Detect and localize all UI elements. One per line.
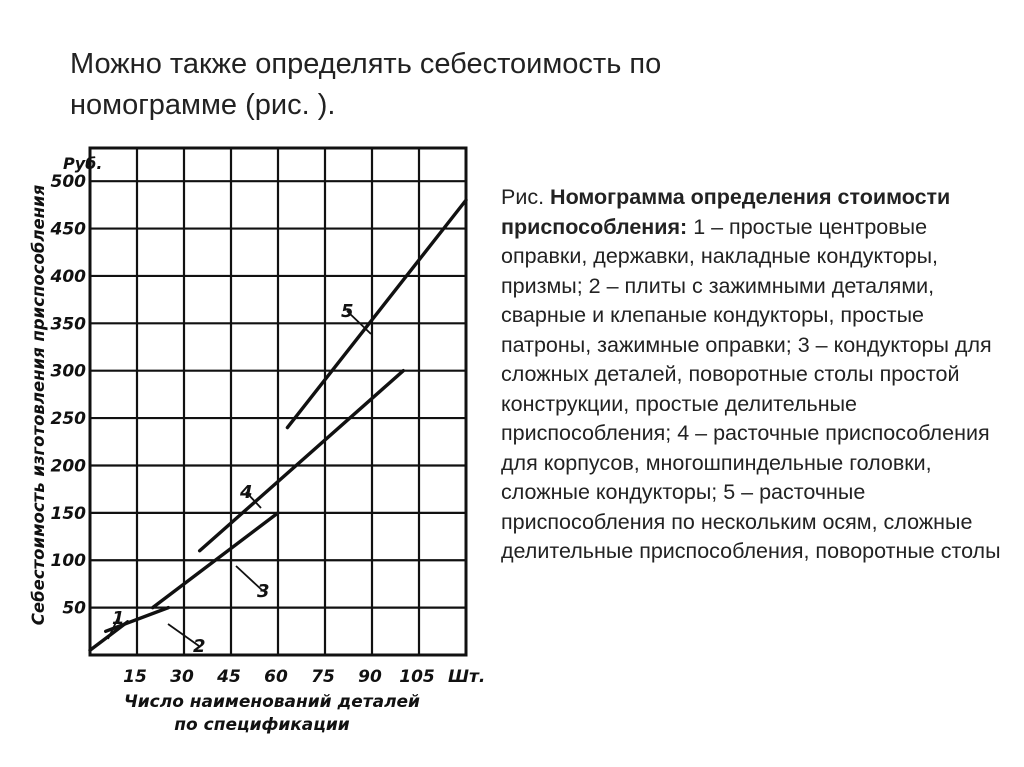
x-tick-label: 30 — [170, 667, 194, 687]
slide-title-line-1: Можно также определять себестоимость по — [70, 48, 662, 80]
series-label-5: 5 — [341, 301, 354, 322]
series-label-2: 2 — [193, 636, 206, 657]
chart-ticks — [50, 172, 435, 687]
x-unit-label: Шт. — [448, 667, 486, 687]
x-axis-label-line-1: Число наименований деталей — [124, 692, 420, 712]
slide-title-line-2: номограмме (рис. ). — [70, 89, 336, 121]
y-tick-label: 350 — [50, 314, 86, 335]
y-unit-label: Руб. — [63, 154, 103, 173]
x-tick-label: 105 — [399, 667, 435, 687]
y-tick-label: 400 — [50, 266, 86, 287]
x-tick-label: 90 — [358, 667, 382, 687]
y-tick-label: 200 — [50, 456, 86, 477]
x-axis-label-line-2: по спецификации — [174, 715, 350, 735]
y-tick-label: 50 — [62, 598, 86, 619]
caption-heading: Номограмма определения стоимости приспособления: — [501, 185, 951, 239]
series-label-4: 4 — [240, 482, 253, 503]
y-tick-label: 300 — [50, 361, 86, 382]
x-tick-label: 75 — [311, 667, 335, 687]
series-label-1: 1 — [112, 608, 125, 629]
y-tick-label: 450 — [50, 219, 86, 240]
y-axis-label: Себестоимость изготовления приспособления — [29, 184, 48, 626]
y-tick-label: 500 — [50, 172, 86, 193]
caption-prefix: Рис. — [501, 185, 551, 209]
series-label-3: 3 — [257, 581, 270, 602]
figure-caption — [501, 183, 1001, 567]
x-tick-label: 60 — [264, 667, 288, 687]
x-tick-label: 45 — [217, 667, 241, 687]
caption-body: 1 – простые центровые оправки, державки, накладные кондукторы, призмы; 2 – плиты с зажимными деталями, сварные и клепаные кондукторы, простые патроны, зажимные оправки; 3 – кондукторы для сложных деталей, поворотные столы простой конструкции, простые делительные приспособления; 4 – расточные приспособления для корпусов, многошпиндельные головки, сложные кондукторы; 5 – расточные приспособления по нескольким осям, сложные делительные приспособления, поворотные столы — [501, 214, 1001, 563]
nomogram-chart — [0, 0, 500, 767]
y-tick-label: 100 — [50, 551, 86, 572]
y-tick-label: 150 — [50, 503, 86, 524]
chart-grid — [90, 148, 466, 655]
y-tick-label: 250 — [50, 409, 86, 430]
x-tick-label: 15 — [123, 667, 147, 687]
